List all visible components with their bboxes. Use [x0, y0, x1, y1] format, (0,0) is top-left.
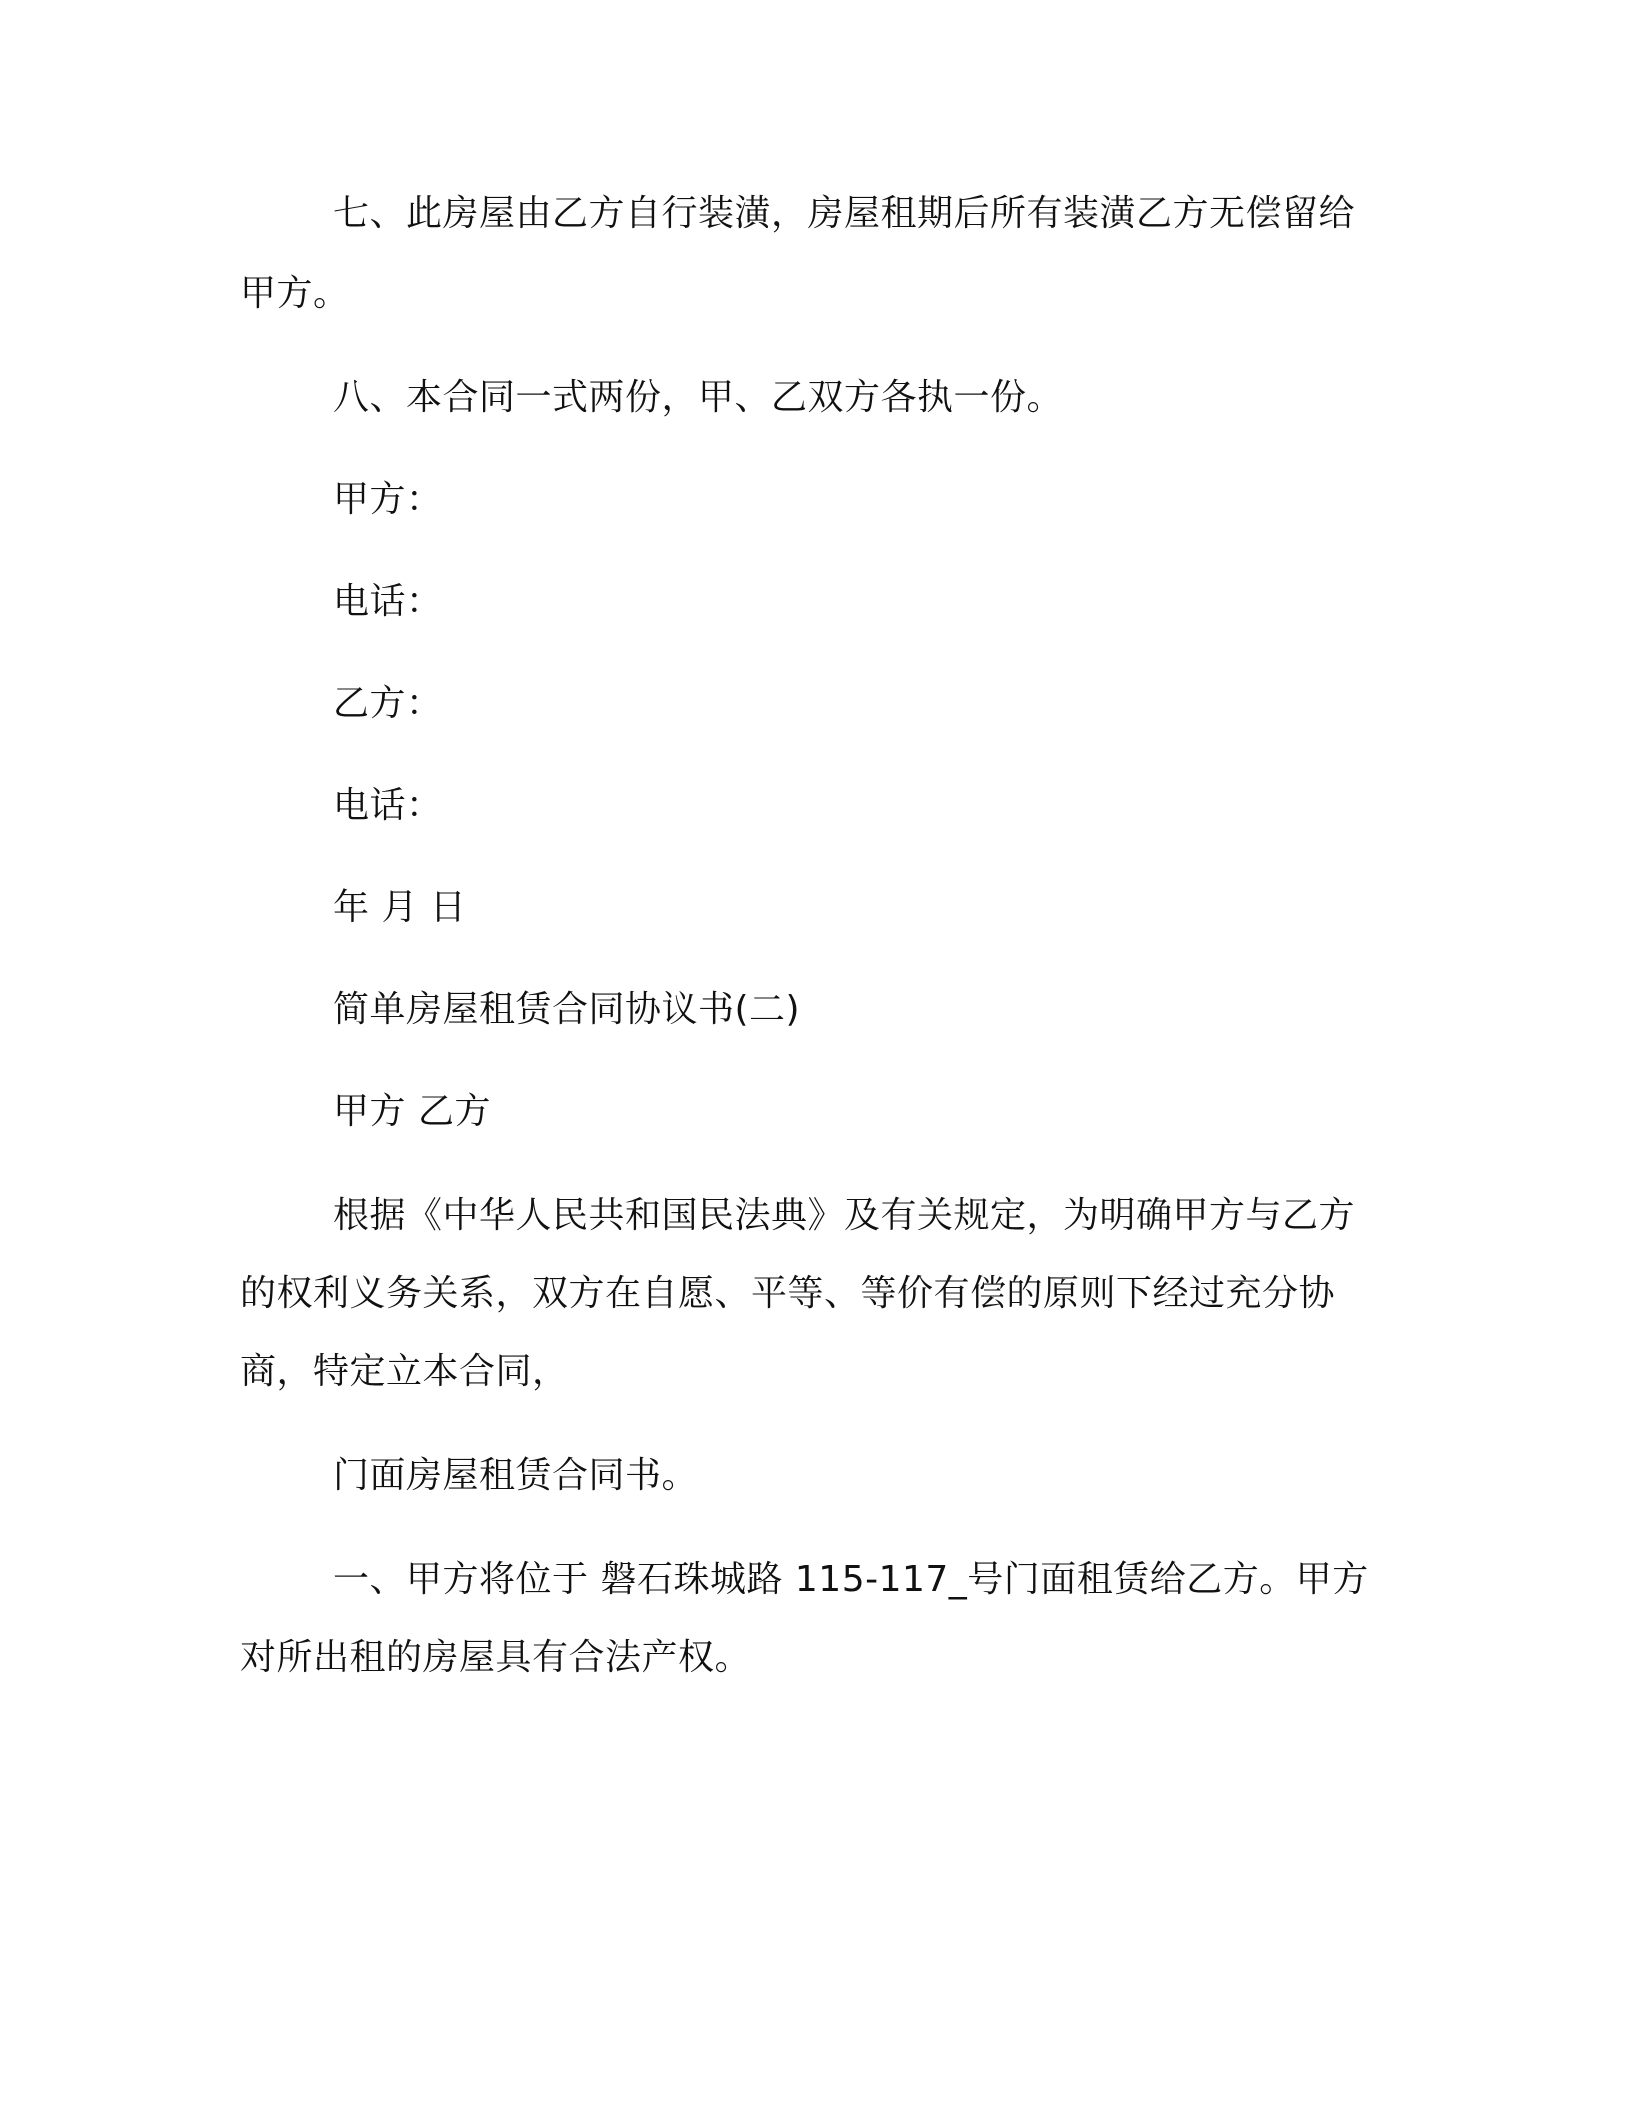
party-b-phone-label: 电话：: [333, 785, 443, 826]
clause-8: 八、本合同一式两份，甲、乙双方各执一份。: [333, 377, 1064, 418]
clause-7-line-2: 甲方。: [240, 273, 350, 314]
party-b-label: 乙方：: [333, 683, 443, 724]
preamble-line-3: 商，特定立本合同，: [240, 1351, 569, 1392]
parties-line: 甲方 乙方: [333, 1091, 491, 1132]
clause-7-line-1: 七、此房屋由乙方自行装潢，房屋租期后所有装潢乙方无偿留给: [333, 193, 1356, 234]
preamble-line-1: 根据《中华人民共和国民法典》及有关规定，为明确甲方与乙方: [333, 1195, 1356, 1236]
party-a-phone-label: 电话：: [333, 581, 443, 622]
date-line: 年 月 日: [333, 887, 467, 928]
party-a-label: 甲方：: [333, 479, 443, 520]
clause-1-line-2: 对所出租的房屋具有合法产权。: [240, 1637, 752, 1678]
contract-name-line: 门面房屋租赁合同书。: [333, 1455, 699, 1496]
clause-1-line-1: 一、甲方将位于 磐石珠城路 115-117_号门面租赁给乙方。甲方: [333, 1559, 1369, 1600]
preamble-line-2: 的权利义务关系，双方在自愿、平等、等价有偿的原则下经过充分协: [240, 1273, 1336, 1314]
section-title: 简单房屋租赁合同协议书(二): [333, 989, 801, 1030]
